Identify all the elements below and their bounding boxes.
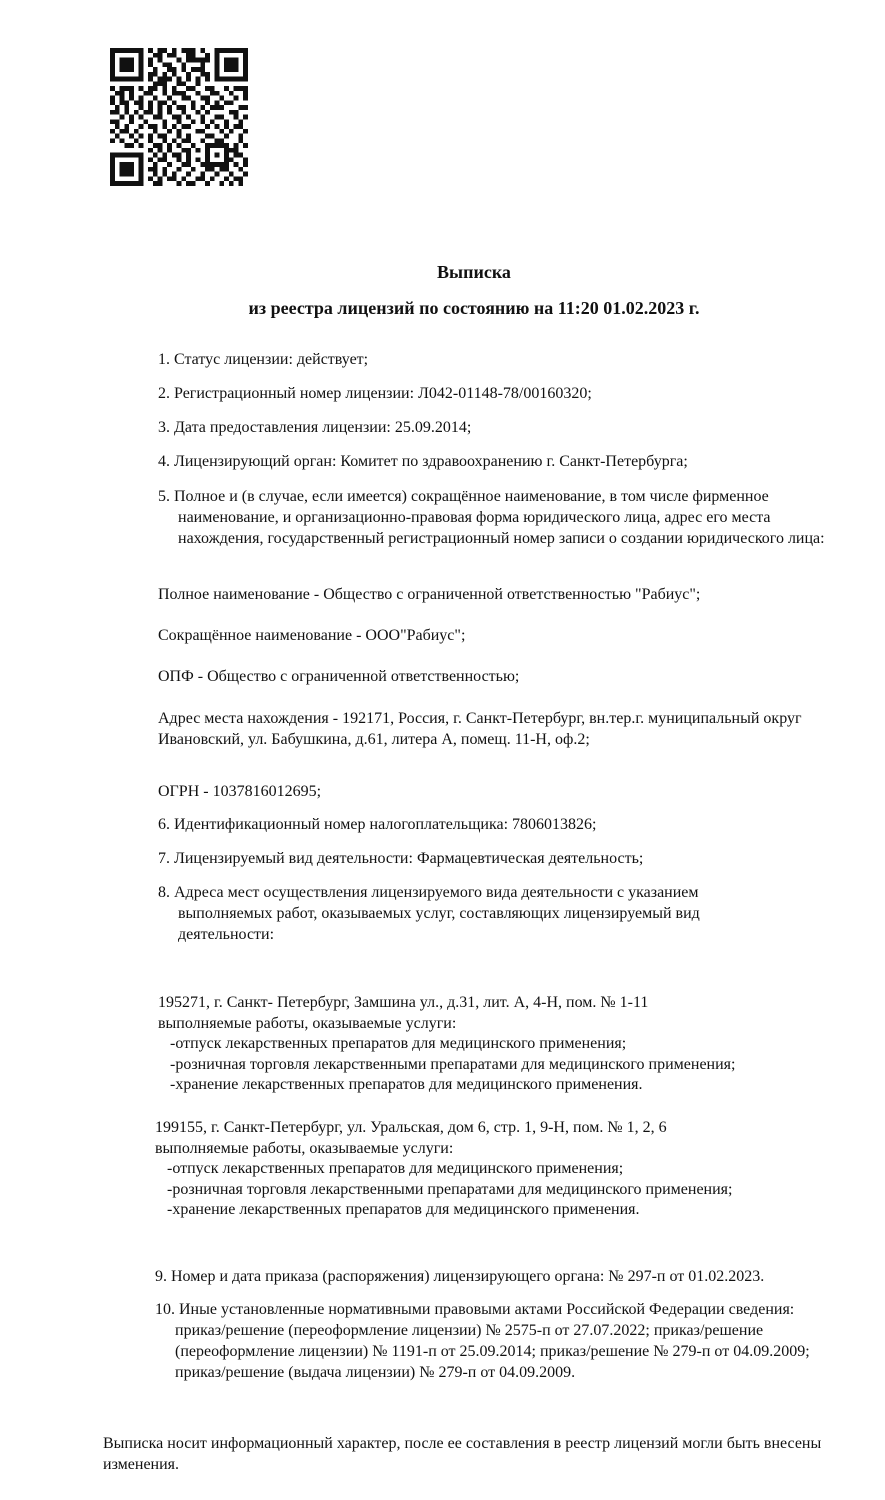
place-block: [155, 1118, 732, 1221]
qr-code-icon: [110, 48, 248, 186]
place-address: 195271, г. Санкт- Петербург, Замшина ул., д.31, лит. А, 4-Н, пом. № 1-11: [158, 994, 649, 1011]
ogrn: ОГРН - 1037816012695;: [158, 783, 322, 800]
place-works-label: выполняемые работы, оказываемые услуги:: [158, 1014, 457, 1032]
place-work-item: -розничная торговля лекарственными препаратами для медицинского применения;: [170, 1055, 736, 1073]
place-work-item: -хранение лекарственных препаратов для медицинского применения.: [167, 1201, 640, 1218]
place-work-item: -отпуск лекарственных препаратов для медицинского применения;: [170, 1035, 627, 1052]
item-registration-number: 2. Регистрационный номер лицензии: Л042-01148-78/00160320;: [158, 385, 592, 402]
item-issue-date: 3. Дата предоставления лицензии: 25.09.2014;: [158, 419, 472, 436]
place-work-item: -хранение лекарственных препаратов для медицинского применения.: [170, 1076, 643, 1093]
item-other-info: 10. Иные установленные нормативными правовыми актами Российской Федерации сведения: приказ/решение (переоформление лицензии) № 2575-п от 27.07.2022; приказ/решение (переоформление лицензии) № 1191-п от 25.09.2014; приказ/решение № 279-п от 04.09.2009; приказ/решение (выдача лицензии) № 279-п от 04.09.2009.: [155, 1301, 810, 1381]
place-address: 199155, г. Санкт-Петербург, ул. Уральская, дом 6, стр. 1, 9-Н, пом. № 1, 2, 6: [155, 1119, 667, 1136]
item-legal-entity: 5. Полное и (в случае, если имеется) сокращённое наименование, в том числе фирменное наименование, и организационно-правовая форма юридического лица, адрес его места нахождения, государственный регистрационный номер записи о создании юридического лица:: [158, 488, 825, 547]
item-activity-addresses: 8. Адреса мест осуществления лицензируемого вида деятельности с указанием выполняемых работ, оказываемых услуг, составляющих лицензируемый вид деятельности:: [158, 884, 700, 943]
footer-note: Выписка носит информационный характер, после ее составления в реестр лицензий могли быть внесены изменения.: [103, 1435, 822, 1473]
place-work-item: -отпуск лекарственных препаратов для медицинского применения;: [167, 1160, 624, 1177]
full-name: Полное наименование - Общество с ограниченной ответственностью "Рабиус";: [158, 586, 701, 603]
item-inn: 6. Идентификационный номер налогоплательщика: 7806013826;: [158, 816, 597, 833]
place-work-item: -розничная торговля лекарственными препаратами для медицинского применения;: [167, 1180, 733, 1198]
short-name: Сокращённое наименование - ООО"Рабиус";: [158, 627, 466, 644]
document-subtitle: из реестра лицензий по состоянию на 11:20 01.02.2023 г.: [248, 298, 700, 318]
legal-address: Адрес места нахождения - 192171, Россия, г. Санкт-Петербург, вн.тер.г. муниципальный округ Ивановский, ул. Бабушкина, д.61, литера А, помещ. 11-Н, оф.2;: [158, 710, 802, 748]
opf: ОПФ - Общество с ограниченной ответственностью;: [158, 668, 520, 685]
item-order: 9. Номер и дата приказа (распоряжения) лицензирующего органа: № 297-п от 01.02.2023.: [155, 1268, 765, 1285]
item-licensing-authority: 4. Лицензирующий орган: Комитет по здравоохранению г. Санкт-Петербурга;: [158, 453, 688, 470]
item-license-status: 1. Статус лицензии: действует;: [158, 351, 369, 368]
place-block: [158, 993, 735, 1096]
place-works-label: выполняемые работы, оказываемые услуги:: [155, 1139, 454, 1157]
item-activity: 7. Лицензируемый вид деятельности: Фармацевтическая деятельность;: [158, 850, 644, 867]
document-title: Выписка: [437, 262, 511, 282]
